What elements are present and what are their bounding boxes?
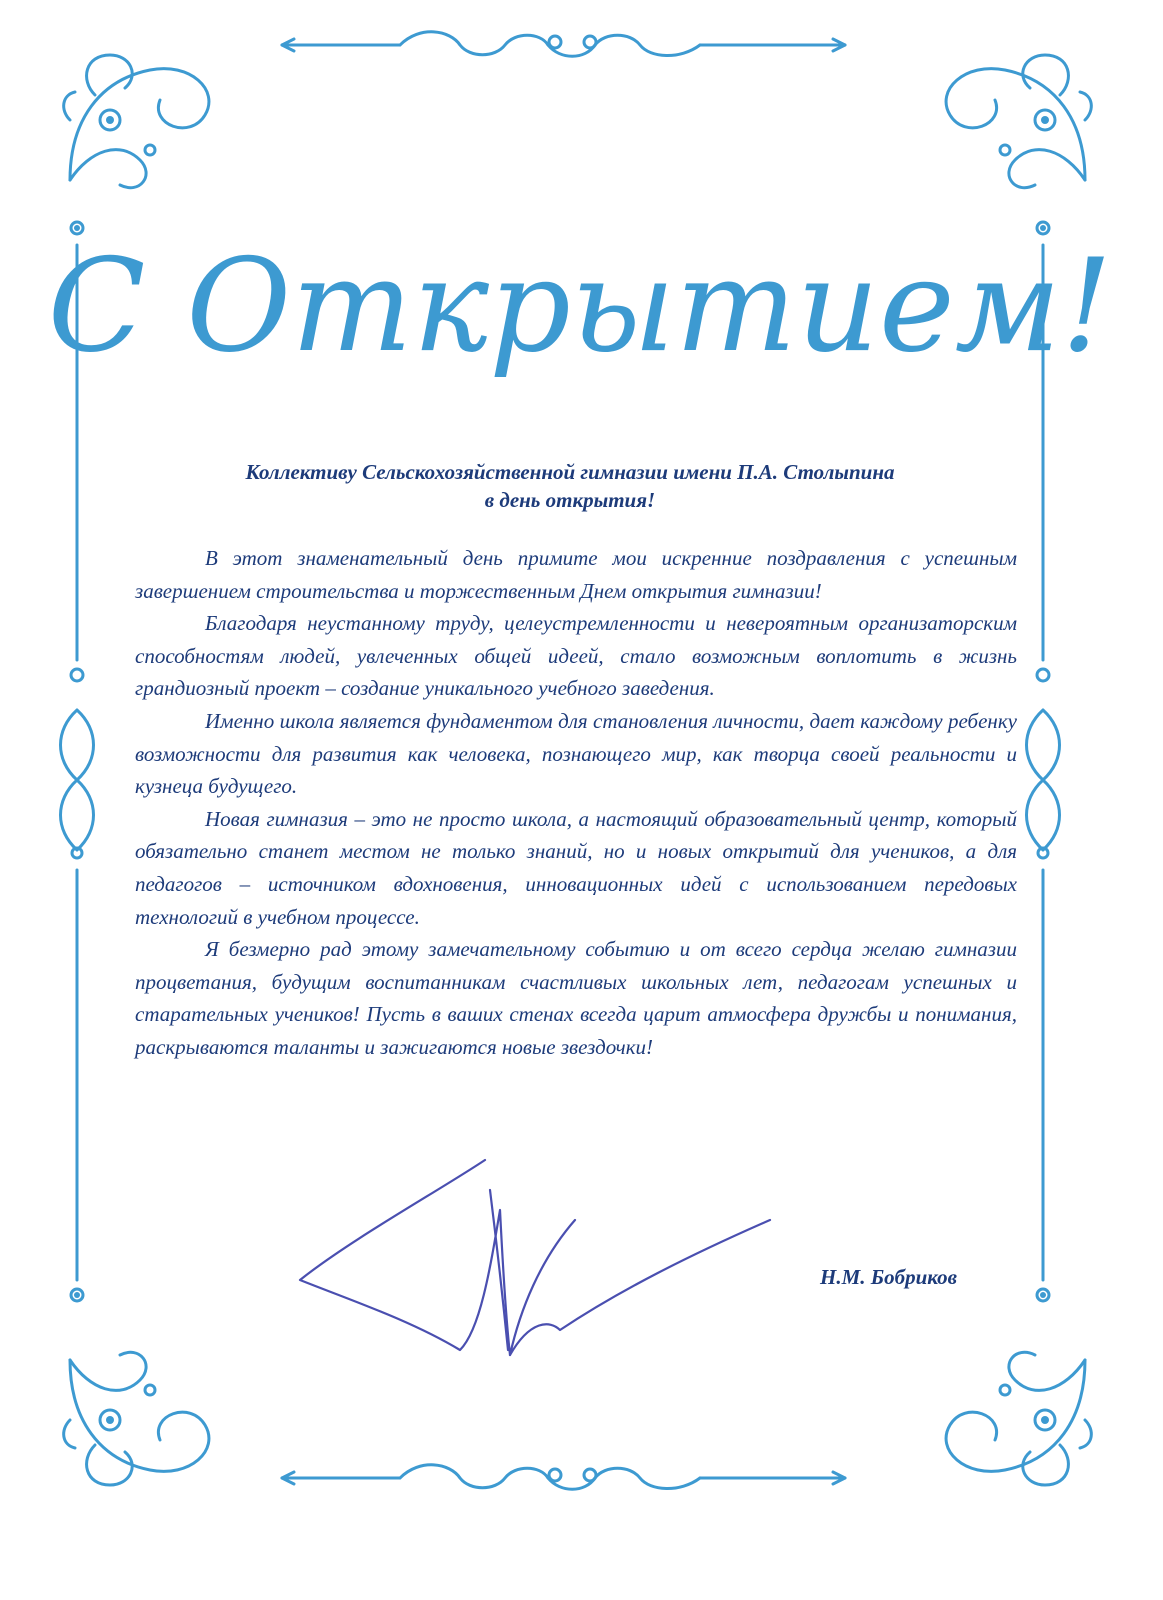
title-text: С Открытием! xyxy=(47,232,1113,381)
right-border-ornament xyxy=(1027,222,1060,1301)
bottom-border-ornament xyxy=(282,1465,845,1489)
left-border-ornament xyxy=(61,222,94,1301)
paragraph: Именно школа является фундаментом для становления личности, дает каждому ребенку возможности для развития как человека, познающего мир, как творца своей реальности и кузнеца будущего. xyxy=(135,708,1017,799)
recipient-line-2: в день открытия! xyxy=(484,488,656,512)
paragraph: Благодаря неустанному труду, целеустремленности и невероятным организаторским способностям людей, увлеченных общей идеей, стало возможным воплотить в жизнь грандиозный проект – создание уникального учебного заведения. xyxy=(135,611,1017,701)
recipient-block xyxy=(130,458,1010,514)
corner-ornament-top-right xyxy=(946,55,1091,188)
paragraph: Я безмерно рад этому замечательному событию и от всего сердца желаю гимназии процветания, будущим воспитанникам счастливых школьных лет, педагогам успешных и старательных учеников! Пусть в ваших стенах всегда царит атмосфера дружбы и понимания, раскрываются таланты и зажигаются новые звездочки! xyxy=(135,937,1017,1059)
corner-ornament-bottom-right xyxy=(946,1352,1091,1485)
signer-name: Н.М. Бобриков xyxy=(820,1265,957,1289)
paragraph: Новая гимназия – это не просто школа, а настоящий образовательный центр, который обязательно станет местом не только знаний, но и новых открытий для учеников, а для педагогов – источником вдохновения, инновационных идей с использованием передовых технологий в учебном процессе. xyxy=(135,806,1017,929)
recipient-line-1: Коллективу Сельскохозяйственной гимназии имени П.А. Столыпина xyxy=(245,460,895,484)
paragraph: В этот знаменательный день примите мои искренние поздравления с успешным завершением строительства и торжественным Днем открытия гимназии! xyxy=(135,546,1017,603)
corner-ornament-bottom-left xyxy=(64,1352,209,1485)
letter-body xyxy=(135,542,1017,1064)
handwritten-signature xyxy=(290,1170,780,1370)
corner-ornament-top-left xyxy=(64,55,209,188)
title-heading xyxy=(47,200,1113,430)
top-border-ornament xyxy=(282,32,845,56)
